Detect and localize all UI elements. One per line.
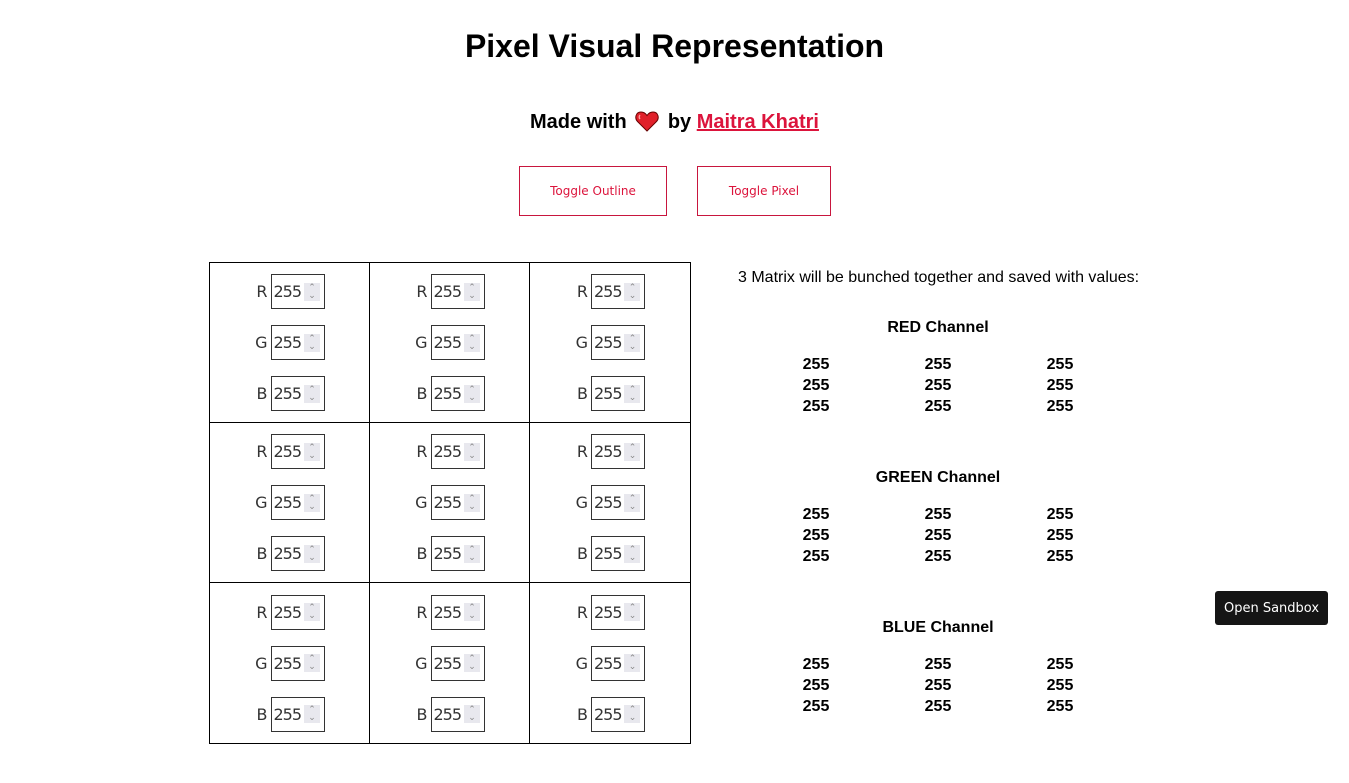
matrix-value: 255	[802, 377, 830, 394]
red-channel-matrix	[738, 319, 1138, 416]
channel-label: R	[416, 442, 428, 461]
spinner-arrows-icon[interactable]: ⌃ ⌄	[624, 443, 640, 461]
channel-value-input[interactable]	[591, 325, 645, 360]
channel-row-r	[575, 434, 645, 469]
matrix-value: 255	[1046, 506, 1074, 523]
spinner-arrows-icon[interactable]: ⌃ ⌄	[304, 654, 320, 672]
spinner-arrows-icon[interactable]: ⌃ ⌄	[624, 334, 640, 352]
channel-value-input[interactable]	[431, 536, 485, 571]
channel-value-input[interactable]	[431, 274, 485, 309]
matrix-value: 255	[924, 548, 952, 565]
channel-row-r	[415, 434, 485, 469]
input-value: 255	[433, 602, 462, 622]
channel-label: R	[576, 282, 588, 301]
matrix-value: 255	[924, 377, 952, 394]
spinner-arrows-icon[interactable]: ⌃ ⌄	[464, 545, 480, 563]
channel-label: G	[575, 493, 588, 512]
pixel-cell	[210, 423, 370, 583]
channel-value-input[interactable]	[591, 376, 645, 411]
channel-label: R	[576, 602, 588, 622]
channel-value-input[interactable]	[431, 376, 485, 411]
channel-value-input[interactable]	[271, 646, 325, 681]
channel-row-r	[415, 595, 485, 630]
input-value: 255	[433, 493, 462, 512]
blue-channel-matrix	[738, 619, 1138, 716]
channel-value-input[interactable]	[431, 646, 485, 681]
matrix-value: 255	[802, 677, 830, 694]
pixel-cell	[210, 263, 370, 423]
channel-label: B	[577, 704, 588, 724]
channel-label: B	[416, 384, 428, 403]
channel-row-b	[255, 376, 325, 411]
input-value: 255	[433, 333, 462, 352]
made-with-text: Made with	[530, 111, 627, 133]
channel-value-input[interactable]	[591, 697, 645, 732]
channel-label: B	[416, 544, 428, 563]
channel-label: B	[256, 384, 268, 403]
input-value: 255	[594, 333, 622, 352]
pixel-cell	[370, 583, 530, 743]
pixel-cell	[530, 583, 690, 743]
spinner-arrows-icon[interactable]: ⌃ ⌄	[624, 654, 640, 672]
matrix-value: 255	[924, 698, 952, 715]
channel-value-input[interactable]	[431, 595, 485, 630]
channel-label: B	[577, 544, 588, 563]
channel-row-r	[255, 595, 325, 630]
input-value: 255	[433, 442, 462, 461]
channel-value-input[interactable]	[591, 485, 645, 520]
input-value: 255	[594, 704, 622, 724]
channel-row-b	[575, 697, 645, 732]
channel-label: G	[255, 493, 268, 512]
channel-value-input[interactable]	[271, 697, 325, 732]
matrix-value: 255	[924, 656, 952, 673]
pixel-cell	[210, 583, 370, 743]
channel-label: R	[256, 442, 268, 461]
spinner-arrows-icon[interactable]: ⌃ ⌄	[624, 545, 640, 563]
matrix-value: 255	[1046, 356, 1074, 373]
matrix-value: 255	[802, 506, 830, 523]
matrix-value: 255	[924, 398, 952, 415]
spinner-arrows-icon[interactable]: ⌃ ⌄	[304, 494, 320, 512]
channel-row-b	[575, 536, 645, 571]
channel-value-input[interactable]	[271, 274, 325, 309]
channel-value-input[interactable]	[271, 434, 325, 469]
green-channel-matrix	[738, 469, 1138, 566]
channel-row-b	[255, 697, 325, 732]
input-value: 255	[273, 704, 302, 724]
spinner-arrows-icon[interactable]: ⌃ ⌄	[464, 283, 480, 301]
input-value: 255	[433, 704, 462, 724]
channel-value-input[interactable]	[431, 485, 485, 520]
spinner-arrows-icon[interactable]: ⌃ ⌄	[464, 334, 480, 352]
channel-label: G	[575, 333, 588, 352]
input-value: 255	[433, 653, 462, 673]
spinner-arrows-icon[interactable]: ⌃ ⌄	[464, 603, 480, 621]
spinner-arrows-icon[interactable]: ⌃ ⌄	[624, 494, 640, 512]
input-value: 255	[433, 282, 462, 301]
spinner-arrows-icon[interactable]: ⌃ ⌄	[304, 334, 320, 352]
channel-value-input[interactable]	[591, 434, 645, 469]
channel-row-g	[255, 646, 325, 681]
channel-value-input[interactable]	[271, 485, 325, 520]
channel-label: B	[577, 384, 588, 403]
spinner-arrows-icon[interactable]: ⌃ ⌄	[624, 705, 640, 723]
channel-row-r	[575, 595, 645, 630]
matrix-value: 255	[1046, 377, 1074, 394]
channel-row-r	[255, 434, 325, 469]
channel-row-g	[415, 485, 485, 520]
channel-value-input[interactable]	[271, 325, 325, 360]
input-value: 255	[433, 544, 462, 563]
open-sandbox-button[interactable]: Open Sandbox	[1215, 591, 1328, 625]
channel-value-input[interactable]	[271, 595, 325, 630]
spinner-arrows-icon[interactable]: ⌃ ⌄	[304, 385, 320, 403]
channel-label: G	[415, 333, 428, 352]
channel-row-g	[415, 646, 485, 681]
spinner-arrows-icon[interactable]: ⌃ ⌄	[624, 603, 640, 621]
channel-row-b	[575, 376, 645, 411]
channel-row-g	[575, 646, 645, 681]
channel-value-input[interactable]	[431, 325, 485, 360]
matrix-value: 255	[924, 506, 952, 523]
channel-row-g	[575, 325, 645, 360]
channel-label: G	[255, 653, 268, 673]
channel-label: R	[256, 602, 268, 622]
spinner-arrows-icon[interactable]: ⌃ ⌄	[464, 443, 480, 461]
input-value: 255	[273, 602, 302, 622]
spinner-arrows-icon[interactable]: ⌃ ⌄	[464, 654, 480, 672]
matrix-value: 255	[924, 356, 952, 373]
toggle-pixel-button[interactable]: Toggle Pixel	[697, 166, 831, 216]
channel-label: G	[415, 493, 428, 512]
channel-label: B	[256, 704, 268, 724]
spinner-arrows-icon[interactable]: ⌃ ⌄	[624, 385, 640, 403]
input-value: 255	[273, 653, 302, 673]
page-title: Pixel Visual Representation	[464, 28, 885, 64]
matrix-value: 255	[1046, 656, 1074, 673]
matrix-value: 255	[802, 398, 830, 415]
input-value: 255	[273, 442, 302, 461]
spinner-arrows-icon[interactable]: ⌃ ⌄	[304, 545, 320, 563]
channel-row-r	[575, 274, 645, 309]
pixel-grid	[209, 262, 691, 744]
pixel-cell	[370, 423, 530, 583]
matrix-value: 255	[802, 527, 830, 544]
channel-row-r	[415, 274, 485, 309]
channel-label: R	[416, 282, 428, 301]
spinner-arrows-icon[interactable]: ⌃ ⌄	[304, 283, 320, 301]
matrix-value: 255	[1046, 677, 1074, 694]
channel-label: R	[256, 282, 268, 301]
channel-label: R	[576, 442, 588, 461]
channel-row-g	[255, 485, 325, 520]
input-value: 255	[594, 544, 622, 563]
matrix-value: 255	[924, 527, 952, 544]
channel-value-input[interactable]	[271, 376, 325, 411]
matrix-value: 255	[802, 548, 830, 565]
input-value: 255	[273, 282, 302, 301]
channel-label: B	[256, 544, 268, 563]
pixel-cell	[370, 263, 530, 423]
channel-row-g	[255, 325, 325, 360]
channel-title: BLUE Channel	[882, 619, 994, 636]
input-value: 255	[594, 282, 622, 301]
matrix-value: 255	[1046, 527, 1074, 544]
matrix-value: 255	[1046, 548, 1074, 565]
channel-row-b	[255, 536, 325, 571]
channel-label: G	[255, 333, 268, 352]
channel-label: R	[416, 602, 428, 622]
matrix-value: 255	[1046, 698, 1074, 715]
input-value: 255	[273, 333, 302, 352]
by-text: by	[667, 111, 692, 133]
input-value: 255	[594, 602, 622, 622]
spinner-arrows-icon[interactable]: ⌃ ⌄	[304, 443, 320, 461]
spinner-arrows-icon[interactable]: ⌃ ⌄	[304, 705, 320, 723]
spinner-arrows-icon[interactable]: ⌃ ⌄	[304, 603, 320, 621]
toggle-outline-button[interactable]: Toggle Outline	[519, 166, 667, 216]
matrix-value: 255	[924, 677, 952, 694]
channel-row-b	[415, 697, 485, 732]
channel-value-input[interactable]	[591, 646, 645, 681]
input-value: 255	[594, 384, 622, 403]
pixel-cell	[530, 423, 690, 583]
channel-label: G	[415, 653, 428, 673]
channel-value-input[interactable]	[591, 536, 645, 571]
author-link[interactable]: Maitra Khatri	[696, 111, 819, 133]
spinner-arrows-icon[interactable]: ⌃ ⌄	[464, 705, 480, 723]
spinner-arrows-icon[interactable]: ⌃ ⌄	[624, 283, 640, 301]
matrix-value: 255	[1046, 398, 1074, 415]
matrix-value: 255	[802, 656, 830, 673]
spinner-arrows-icon[interactable]: ⌃ ⌄	[464, 385, 480, 403]
channel-value-input[interactable]	[431, 434, 485, 469]
channel-row-g	[575, 485, 645, 520]
channel-value-input[interactable]	[591, 595, 645, 630]
channel-value-input[interactable]	[591, 274, 645, 309]
input-value: 255	[273, 493, 302, 512]
channel-row-b	[415, 536, 485, 571]
input-value: 255	[594, 653, 622, 673]
heart-icon	[635, 110, 659, 132]
channel-title: RED Channel	[887, 319, 989, 336]
spinner-arrows-icon[interactable]: ⌃ ⌄	[464, 494, 480, 512]
channel-row-r	[255, 274, 325, 309]
byline	[0, 110, 1349, 134]
input-value: 255	[594, 493, 622, 512]
matrix-value: 255	[802, 698, 830, 715]
channel-row-g	[415, 325, 485, 360]
channel-title: GREEN Channel	[875, 469, 1001, 486]
channel-value-input[interactable]	[431, 697, 485, 732]
channel-row-b	[415, 376, 485, 411]
channel-value-input[interactable]	[271, 536, 325, 571]
matrix-value: 255	[802, 356, 830, 373]
channel-label: B	[416, 704, 428, 724]
input-value: 255	[273, 384, 302, 403]
input-value: 255	[594, 442, 622, 461]
pixel-cell	[530, 263, 690, 423]
input-value: 255	[433, 384, 462, 403]
matrix-description: 3 Matrix will be bunched together and saved with values:	[738, 269, 1140, 286]
input-value: 255	[273, 544, 302, 563]
channel-label: G	[575, 653, 588, 673]
